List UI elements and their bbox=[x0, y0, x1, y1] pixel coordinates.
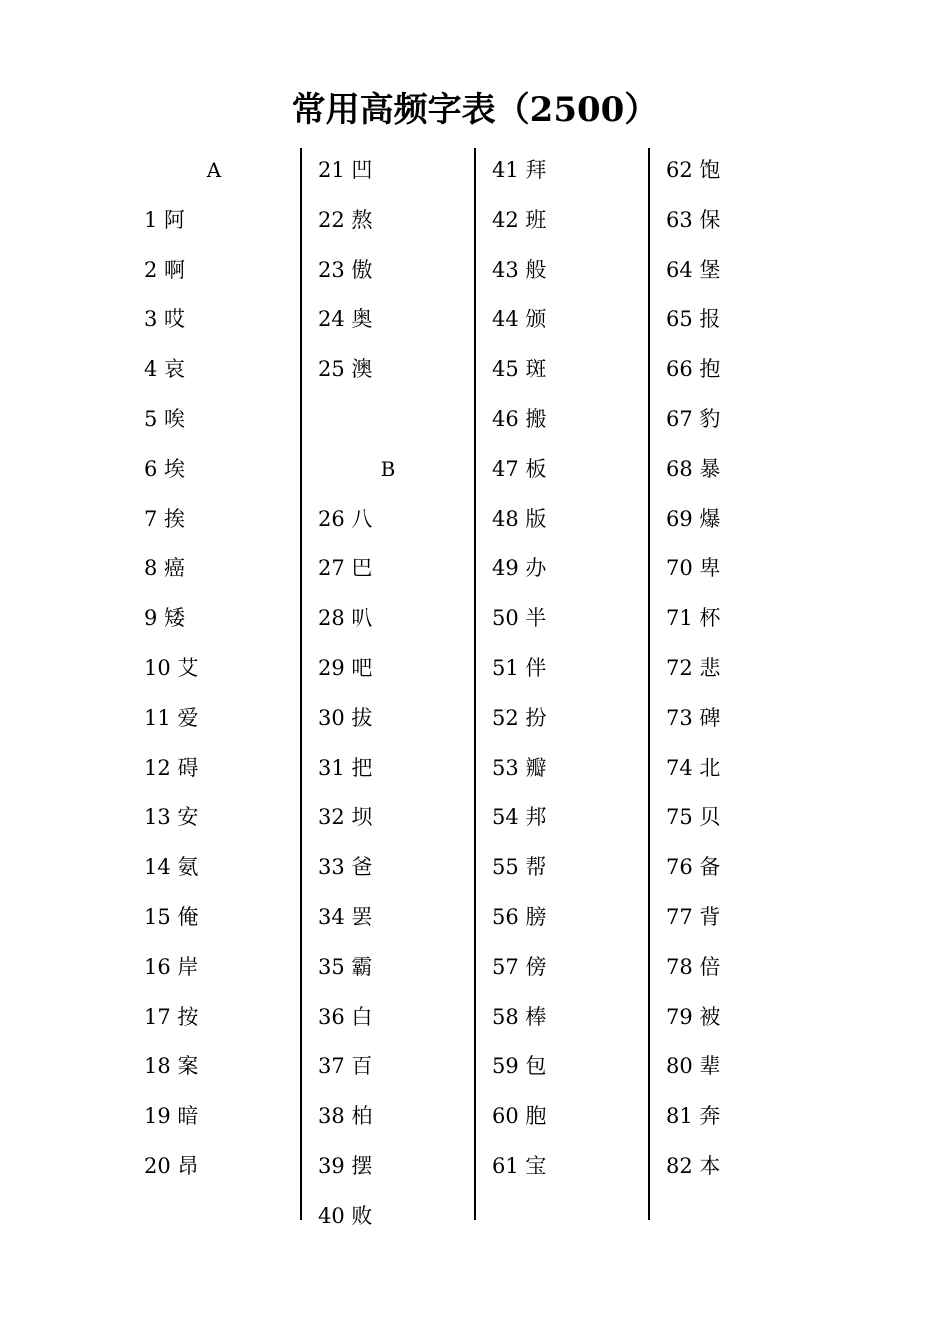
character-entry: 65 报 bbox=[666, 307, 721, 332]
character-entry: 82 本 bbox=[666, 1153, 721, 1178]
character-entry: 62 饱 bbox=[666, 158, 721, 182]
character-entry: 70 卑 bbox=[666, 556, 721, 581]
character-entry: 66 抱 bbox=[666, 357, 721, 382]
character-entry: 43 般 bbox=[492, 257, 547, 282]
character-entry: 47 板 bbox=[492, 456, 547, 481]
character-entry: 74 北 bbox=[666, 755, 721, 780]
character-entry: 75 贝 bbox=[666, 805, 721, 830]
character-entry: 25 澳 bbox=[318, 357, 373, 382]
letter-heading: B bbox=[380, 456, 396, 481]
character-entry: 24 奥 bbox=[318, 307, 373, 332]
character-entry: 18 案 bbox=[144, 1054, 199, 1079]
character-entry: 60 胞 bbox=[492, 1104, 547, 1129]
character-entry: 50 半 bbox=[492, 606, 547, 631]
character-entry: 9 矮 bbox=[144, 606, 186, 631]
character-entry: 59 包 bbox=[492, 1054, 547, 1079]
character-entry: 27 巴 bbox=[318, 556, 373, 581]
character-entry: 39 摆 bbox=[318, 1153, 373, 1178]
character-entry: 32 坝 bbox=[318, 805, 373, 830]
character-entry: 81 奔 bbox=[666, 1104, 721, 1129]
character-entry: 45 斑 bbox=[492, 357, 547, 382]
character-entry: 7 挨 bbox=[144, 506, 186, 531]
character-entry: 64 堡 bbox=[666, 257, 721, 282]
character-entry: 5 唉 bbox=[144, 406, 186, 431]
character-entry: 26 八 bbox=[318, 506, 373, 531]
character-entry: 53 瓣 bbox=[492, 755, 547, 780]
character-entry: 72 悲 bbox=[666, 655, 721, 680]
character-entry: 3 哎 bbox=[144, 307, 186, 332]
character-entry: 2 啊 bbox=[144, 257, 186, 282]
character-entry: 33 爸 bbox=[318, 855, 373, 880]
character-entry: 15 俺 bbox=[144, 904, 199, 929]
character-entry: 35 霸 bbox=[318, 954, 373, 979]
character-entry: 14 氨 bbox=[144, 855, 199, 880]
character-entry: 54 邦 bbox=[492, 805, 547, 830]
character-entry: 8 癌 bbox=[144, 556, 186, 581]
letter-heading: A bbox=[206, 158, 222, 182]
character-entry: 31 把 bbox=[318, 755, 373, 780]
character-entry: 21 凹 bbox=[318, 158, 373, 182]
character-entry: 52 扮 bbox=[492, 705, 547, 730]
character-entry: 36 白 bbox=[318, 1004, 373, 1029]
character-entry: 4 哀 bbox=[144, 357, 186, 382]
character-entry: 30 拔 bbox=[318, 705, 373, 730]
character-entry: 78 倍 bbox=[666, 954, 721, 979]
character-entry: 69 爆 bbox=[666, 506, 721, 531]
character-entry: 23 傲 bbox=[318, 257, 373, 282]
character-entry: 17 按 bbox=[144, 1004, 199, 1029]
character-column-3 bbox=[492, 146, 632, 1192]
character-entry: 1 阿 bbox=[144, 207, 186, 232]
character-entry: 13 安 bbox=[144, 805, 199, 830]
character-entry: 67 豹 bbox=[666, 406, 721, 431]
character-entry: 56 膀 bbox=[492, 904, 547, 929]
character-column-1 bbox=[144, 146, 284, 1192]
character-entry: 55 帮 bbox=[492, 855, 547, 880]
section-spacer bbox=[318, 395, 458, 445]
character-entry: 6 埃 bbox=[144, 456, 186, 481]
character-column-2 bbox=[318, 146, 458, 1242]
character-entry: 68 暴 bbox=[666, 456, 721, 481]
character-entry: 44 颁 bbox=[492, 307, 547, 332]
character-entry: 20 昂 bbox=[144, 1153, 199, 1178]
character-entry: 48 版 bbox=[492, 506, 547, 531]
character-column-4 bbox=[666, 146, 806, 1192]
character-entry: 80 辈 bbox=[666, 1054, 721, 1079]
character-entry: 11 爱 bbox=[144, 705, 199, 730]
character-entry: 34 罢 bbox=[318, 904, 373, 929]
column-divider bbox=[300, 148, 302, 1220]
character-entry: 57 傍 bbox=[492, 954, 547, 979]
page-title: 常用高频字表（2500） bbox=[291, 90, 659, 130]
character-entry: 73 碑 bbox=[666, 705, 721, 730]
character-entry: 61 宝 bbox=[492, 1153, 547, 1178]
character-entry: 16 岸 bbox=[144, 954, 199, 979]
column-divider bbox=[474, 148, 476, 1220]
character-entry: 77 背 bbox=[666, 904, 721, 929]
character-entry: 38 柏 bbox=[318, 1104, 373, 1129]
character-entry: 19 暗 bbox=[144, 1104, 199, 1129]
character-entry: 79 被 bbox=[666, 1004, 721, 1029]
character-entry: 28 叭 bbox=[318, 606, 373, 631]
character-entry: 10 艾 bbox=[144, 655, 199, 680]
character-entry: 76 备 bbox=[666, 855, 721, 880]
character-entry: 51 伴 bbox=[492, 655, 547, 680]
column-divider bbox=[648, 148, 650, 1220]
character-entry: 22 熬 bbox=[318, 207, 373, 232]
character-entry: 12 碍 bbox=[144, 755, 199, 780]
character-entry: 41 拜 bbox=[492, 158, 547, 182]
character-entry: 29 吧 bbox=[318, 655, 373, 680]
character-entry: 58 棒 bbox=[492, 1004, 547, 1029]
character-entry: 71 杯 bbox=[666, 606, 721, 631]
character-entry: 63 保 bbox=[666, 207, 721, 232]
character-entry: 42 班 bbox=[492, 207, 547, 232]
character-entry: 46 搬 bbox=[492, 406, 547, 431]
character-entry: 37 百 bbox=[318, 1054, 373, 1079]
character-entry: 40 败 bbox=[318, 1203, 373, 1228]
character-entry: 49 办 bbox=[492, 556, 547, 581]
